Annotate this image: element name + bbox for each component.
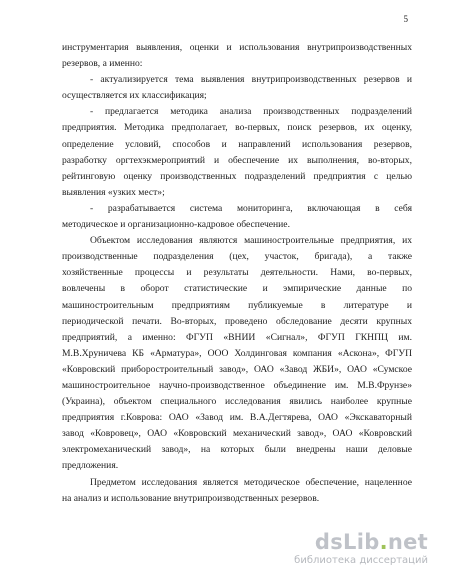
- text-line: завод «Ковровец», ОАО «Ковровский механический завод», ОАО «Ковровский: [62, 428, 412, 440]
- text-line: машиностроительным предприятиям публикуемые в литературе и: [62, 299, 412, 311]
- text-line: выявления «узких мест»;: [62, 186, 165, 198]
- text-line: Предметом исследования является методическое обеспечение, нацеленное: [90, 476, 412, 488]
- text-line: - актуализируется тема выявления внутрипроизводственных резервов и: [90, 74, 412, 86]
- page-number: 5: [403, 14, 408, 24]
- body-text: [62, 40, 412, 507]
- text-line: резервов, а именно:: [62, 58, 143, 70]
- text-line: - разрабатывается система мониторинга, включающая в себя: [90, 202, 412, 214]
- text-line: машиностроительное научно-производственное объединение им. М.В.Фрунзе»: [62, 379, 412, 391]
- text-line: осуществляется их классификация;: [62, 90, 207, 102]
- watermark-subtitle: библиотека диссертаций: [294, 555, 428, 566]
- text-line: инструментария выявления, оценки и использования внутрипроизводственных: [62, 42, 412, 53]
- text-line: методическое и организационно-кадровое обеспечение.: [62, 219, 290, 231]
- text-line: рейтинговую оценку производственных подразделений предприятия с целью: [62, 170, 412, 182]
- text-line: разработку оргтехэкмероприятий и обеспечение их выполнения, во-вторых,: [62, 154, 412, 166]
- text-line: М.В.Хруничева КБ «Арматура», ООО Холдинговая компания «Аскона», ФГУП: [62, 347, 412, 359]
- text-line: хозяйственные процессы и результаты деятельности. Нами, во-первых,: [62, 267, 412, 279]
- text-line: «Ковровский приборостроительный завод», ОАО «Завод ЖБИ», ОАО «Сумское: [62, 363, 412, 375]
- text-line: электромеханический завод», на которых были внедрены наши деловые: [62, 444, 412, 456]
- text-line: вовлечены в оборот статистические и эмпирические данные по: [62, 283, 412, 295]
- text-line: на анализ и использование внутрипроизводственных резервов.: [62, 492, 320, 504]
- text-line: предприятия г.Коврова: ОАО «Завод им. В.А.Дегтярева, ОАО «Экскаваторный: [62, 412, 412, 424]
- text-line: - предлагается методика анализа производственных подразделений: [90, 106, 412, 118]
- text-line: периодической печати. Во-вторых, проведено обследование десяти крупных: [62, 315, 412, 327]
- text-line: (Украина), объектом специального исследования явились наиболее крупные: [62, 396, 412, 408]
- watermark-brand: dsLib.net: [314, 530, 428, 554]
- text-line: определение условий, способов и направлений использования резервов,: [62, 138, 412, 150]
- watermark-logo[interactable]: [278, 530, 428, 568]
- text-line: производственные подразделения (цех, участок, бригада), а также: [62, 251, 412, 263]
- text-line: предприятий, а именно: ФГУП «ВНИИ «Сигнал», ФГУП ГКНПЦ им.: [62, 331, 412, 343]
- text-line: предложения.: [62, 460, 119, 472]
- text-line: Объектом исследования являются машиностроительные предприятия, их: [90, 235, 412, 247]
- text-line: предприятия. Методика предполагает, во-первых, поиск резервов, их оценку,: [62, 122, 412, 134]
